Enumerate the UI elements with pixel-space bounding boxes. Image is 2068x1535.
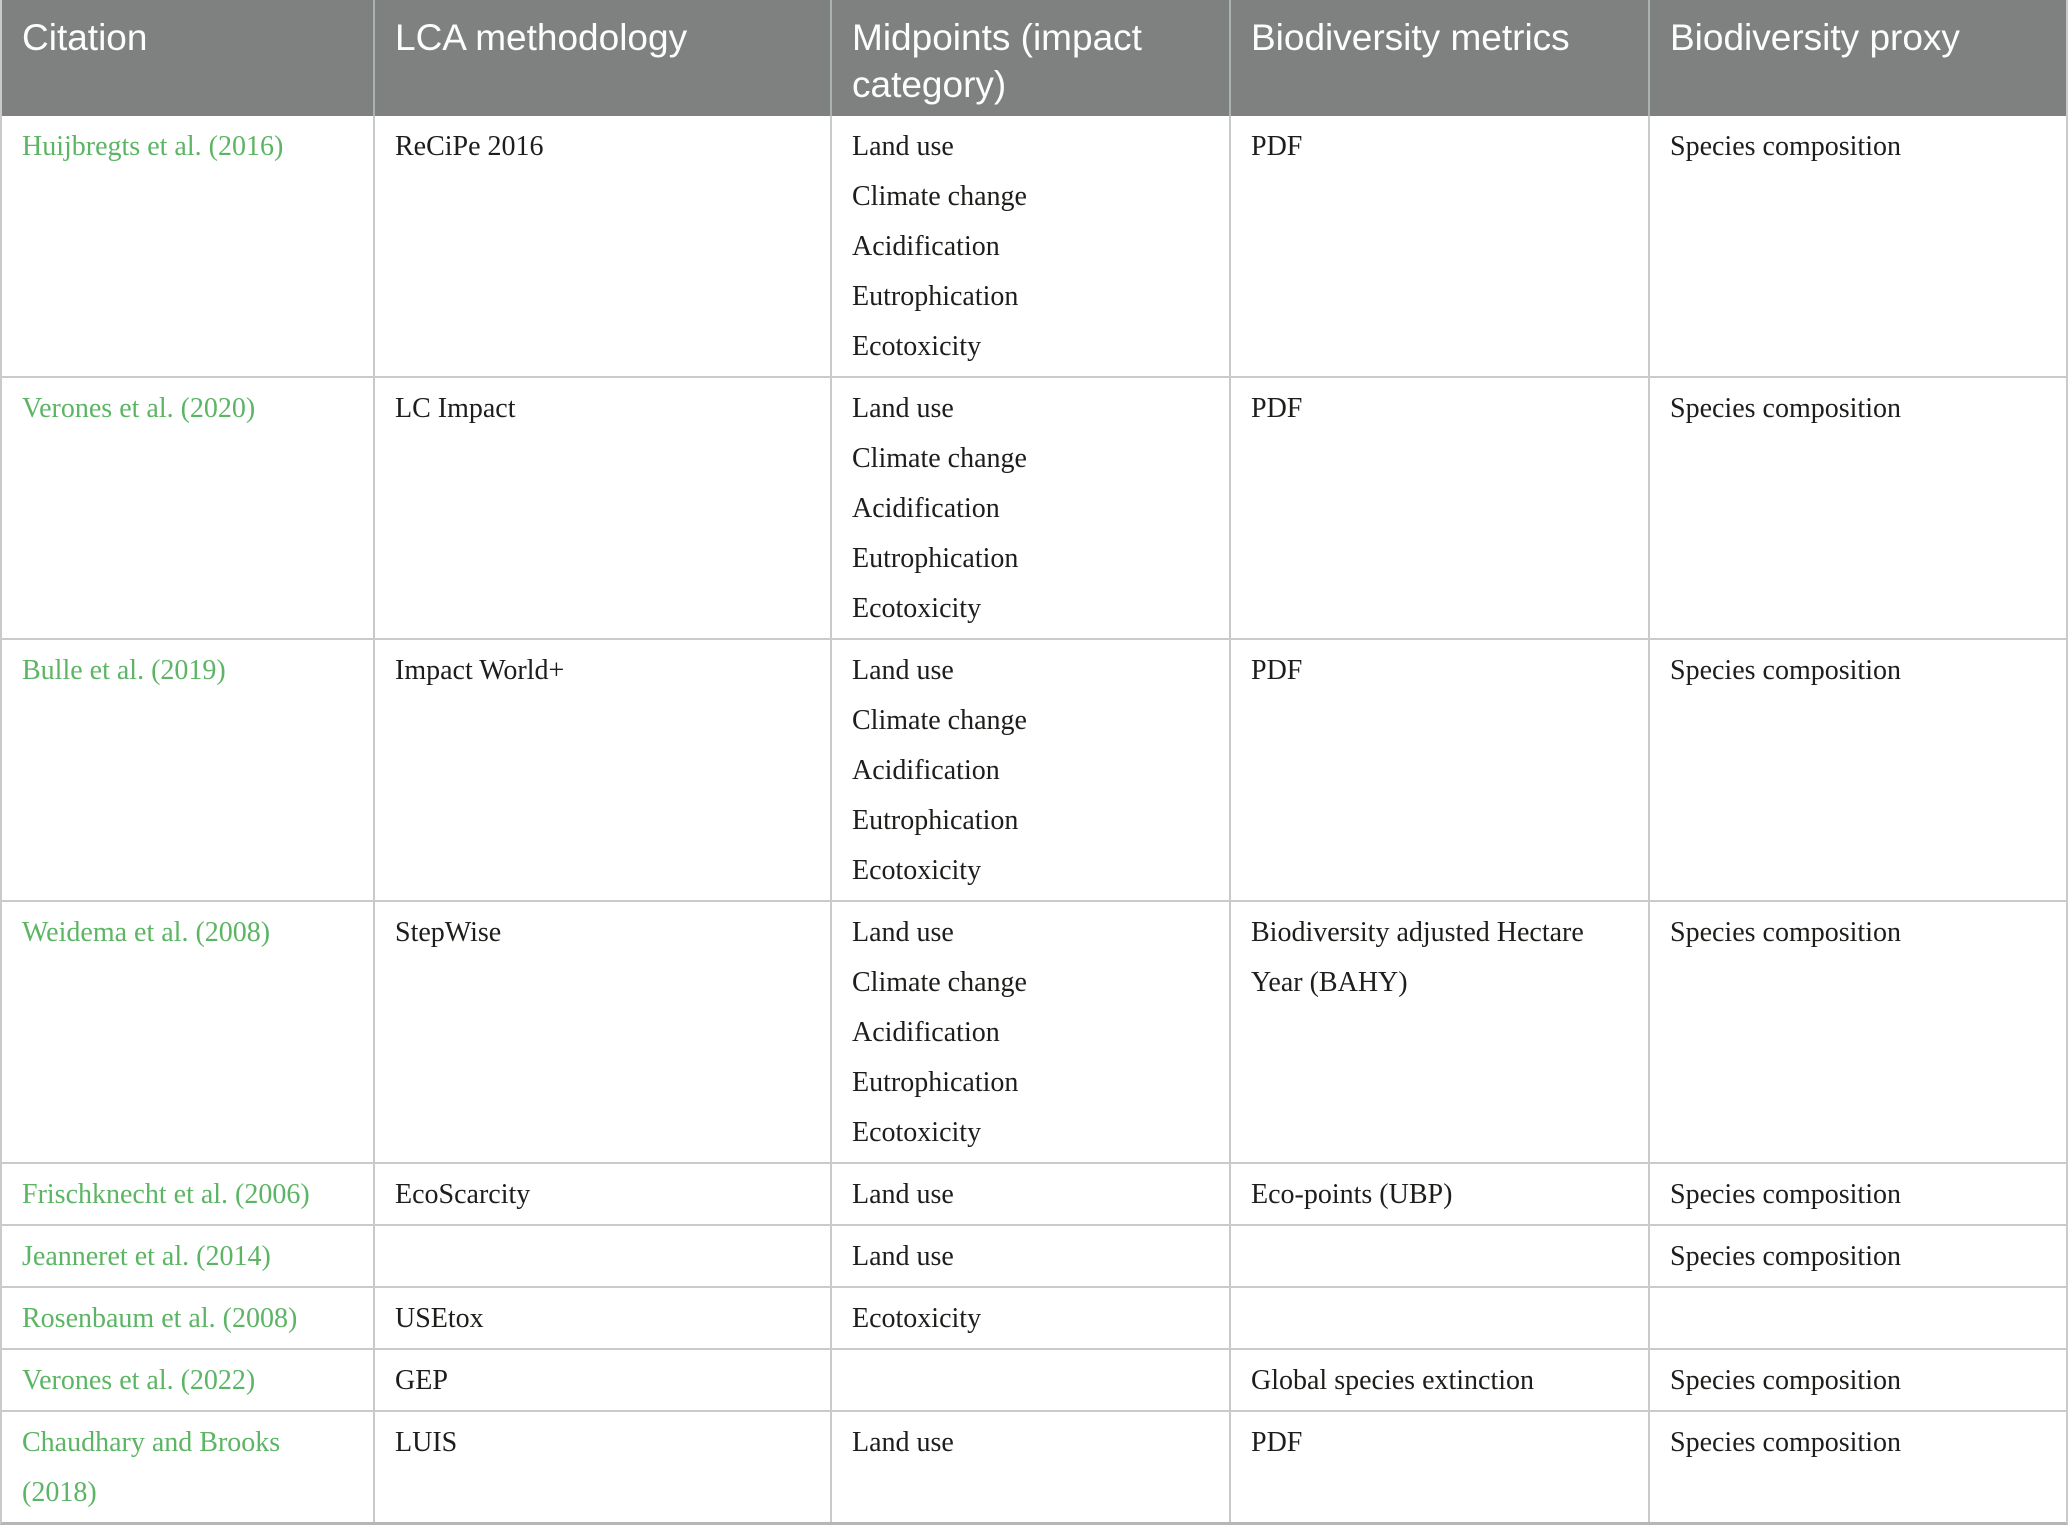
citation-link[interactable]: Rosenbaum et al. (2008)	[22, 1303, 298, 1334]
table-row	[2, 1288, 2066, 1350]
midpoint-item: Acidification	[852, 231, 1000, 262]
methodology-cell: StepWise	[375, 902, 832, 1164]
midpoints-cell	[832, 1288, 1231, 1350]
metrics-cell: PDF	[1231, 1412, 1650, 1522]
citation-cell	[2, 1412, 375, 1522]
column-header-midpoints: Midpoints (impact category)	[832, 0, 1231, 116]
citation-link[interactable]: Jeanneret et al. (2014)	[22, 1241, 271, 1272]
midpoint-item: Eutrophication	[852, 281, 1019, 312]
proxy-cell: Species composition	[1650, 902, 2066, 1164]
methodology-cell: USEtox	[375, 1288, 832, 1350]
midpoint-item: Climate change	[852, 705, 1027, 736]
metrics-cell: PDF	[1231, 116, 1650, 378]
metrics-cell: Biodiversity adjusted Hectare Year (BAHY)	[1231, 902, 1650, 1164]
midpoint-item: Ecotoxicity	[852, 593, 982, 624]
proxy-cell: Species composition	[1650, 640, 2066, 902]
midpoints-cell	[832, 1412, 1231, 1522]
citation-cell	[2, 116, 375, 378]
proxy-cell: Species composition	[1650, 378, 2066, 640]
midpoints-cell	[832, 1164, 1231, 1226]
midpoint-item: Land use	[852, 393, 954, 424]
midpoint-item: Ecotoxicity	[852, 1117, 982, 1148]
midpoints-cell	[832, 1350, 1231, 1412]
methodology-cell: GEP	[375, 1350, 832, 1412]
metrics-cell: PDF	[1231, 378, 1650, 640]
proxy-cell	[1650, 1288, 2066, 1350]
citation-cell	[2, 1288, 375, 1350]
metrics-cell: PDF	[1231, 640, 1650, 902]
midpoint-item: Land use	[852, 1241, 954, 1272]
midpoint-item: Land use	[852, 917, 954, 948]
citation-cell	[2, 1226, 375, 1288]
column-header-biodiversity-proxy: Biodiversity proxy	[1650, 0, 2066, 116]
proxy-cell: Species composition	[1650, 1226, 2066, 1288]
citation-link[interactable]: Chaudhary and Brooks (2018)	[22, 1427, 281, 1508]
table-row	[2, 1350, 2066, 1412]
column-header-biodiversity-metrics: Biodiversity metrics	[1231, 0, 1650, 116]
citation-link[interactable]: Bulle et al. (2019)	[22, 655, 226, 686]
proxy-cell: Species composition	[1650, 116, 2066, 378]
midpoint-item: Ecotoxicity	[852, 331, 982, 362]
methodology-cell: EcoScarcity	[375, 1164, 832, 1226]
table-row	[2, 1226, 2066, 1288]
citation-cell	[2, 1164, 375, 1226]
midpoint-item: Land use	[852, 655, 954, 686]
citation-link[interactable]: Frischknecht et al. (2006)	[22, 1179, 310, 1210]
midpoints-cell	[832, 378, 1231, 640]
midpoints-cell	[832, 1226, 1231, 1288]
midpoint-item: Acidification	[852, 493, 1000, 524]
table-row	[2, 378, 2066, 640]
proxy-cell: Species composition	[1650, 1350, 2066, 1412]
citation-cell	[2, 378, 375, 640]
citation-link[interactable]: Weidema et al. (2008)	[22, 917, 271, 948]
citation-cell	[2, 1350, 375, 1412]
table-row	[2, 640, 2066, 902]
table-body	[2, 116, 2066, 1522]
column-header-lca-methodology: LCA methodology	[375, 0, 832, 116]
midpoints-cell	[832, 116, 1231, 378]
metrics-cell: Eco-points (UBP)	[1231, 1164, 1650, 1226]
citation-link[interactable]: Verones et al. (2020)	[22, 393, 256, 424]
midpoint-item: Land use	[852, 1179, 954, 1210]
midpoint-item: Land use	[852, 131, 954, 162]
midpoint-item: Climate change	[852, 181, 1027, 212]
table-row	[2, 1412, 2066, 1522]
table-row	[2, 116, 2066, 378]
proxy-cell: Species composition	[1650, 1164, 2066, 1226]
midpoint-item: Climate change	[852, 967, 1027, 998]
methodology-cell: ReCiPe 2016	[375, 116, 832, 378]
citation-link[interactable]: Verones et al. (2022)	[22, 1365, 256, 1396]
table-row	[2, 1164, 2066, 1226]
proxy-cell: Species composition	[1650, 1412, 2066, 1522]
midpoint-item: Acidification	[852, 1017, 1000, 1048]
metrics-cell	[1231, 1226, 1650, 1288]
midpoint-item: Acidification	[852, 755, 1000, 786]
methodology-cell	[375, 1226, 832, 1288]
table-row	[2, 902, 2066, 1164]
metrics-cell: Global species extinction	[1231, 1350, 1650, 1412]
methodology-cell: LUIS	[375, 1412, 832, 1522]
midpoint-item: Eutrophication	[852, 805, 1019, 836]
header-row	[2, 0, 2066, 116]
midpoint-item: Climate change	[852, 443, 1027, 474]
table-header	[2, 0, 2066, 116]
midpoint-item: Eutrophication	[852, 543, 1019, 574]
midpoint-item: Land use	[852, 1427, 954, 1458]
column-header-citation: Citation	[2, 0, 375, 116]
midpoints-cell	[832, 640, 1231, 902]
metrics-cell	[1231, 1288, 1650, 1350]
midpoints-cell	[832, 902, 1231, 1164]
midpoint-item: Ecotoxicity	[852, 1303, 982, 1334]
midpoint-item: Ecotoxicity	[852, 855, 982, 886]
methodology-cell: Impact World+	[375, 640, 832, 902]
citation-link[interactable]: Huijbregts et al. (2016)	[22, 131, 284, 162]
methodology-cell: LC Impact	[375, 378, 832, 640]
citation-cell	[2, 902, 375, 1164]
citation-cell	[2, 640, 375, 902]
midpoint-item: Eutrophication	[852, 1067, 1019, 1098]
